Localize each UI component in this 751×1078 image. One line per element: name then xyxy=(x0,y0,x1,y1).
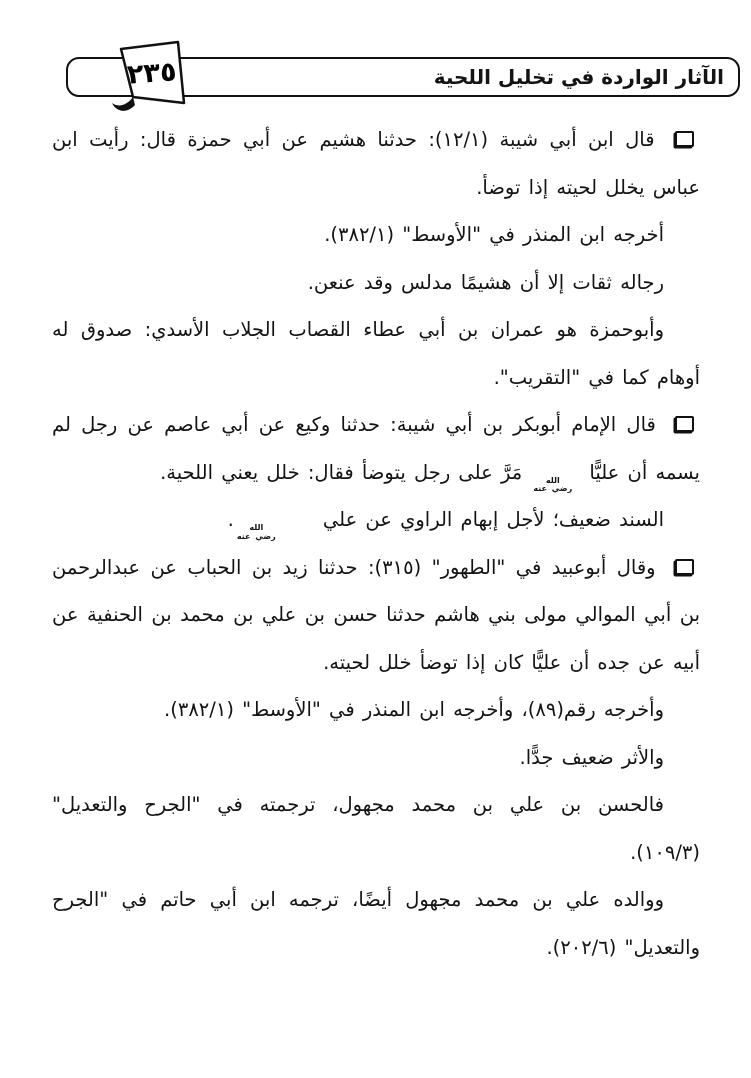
paragraph-text: فالحسن بن علي بن محمد مجهول، ترجمته في "الجرح والتعديل" (١٠٩/٣). xyxy=(52,793,700,864)
paragraph xyxy=(52,306,700,401)
paragraph xyxy=(52,116,700,211)
radiallahu-anhu-icon xyxy=(237,523,312,543)
paragraph-text: قال ابن أبي شيبة (١٢/١): حدثنا هشيم عن أبي حمزة قال: رأيت ابن عباس يخلل لحيته إذا توضأ. xyxy=(52,128,700,199)
paragraph-text: السند ضعيف؛ لأجل إبهام الراوي عن علي xyxy=(314,508,664,531)
paragraph-text: وأخرجه رقم(٨٩)، وأخرجه ابن المنذر في "الأوسط" (٣٨٢/١). xyxy=(164,698,664,721)
paragraph-text: وقال أبوعبيد في "الطهور" (٣١٥): حدثنا زيد بن الحباب عن عبدالرحمن بن أبي الموالي مولى بني هاشم حدثنا حسن بن علي بن محمد بن الحنفية عن أبيه عن جده أن عليًّا كان إذا توضأ خلل لحيته. xyxy=(52,555,700,674)
paragraph xyxy=(52,876,700,971)
paragraph-text: أخرجه ابن المنذر في "الأوسط" (٣٨٢/١). xyxy=(324,223,664,246)
page-number: ٢٣٥ xyxy=(126,56,178,91)
paragraph xyxy=(52,259,700,307)
honorific-top: الله xyxy=(249,523,264,532)
paragraph xyxy=(52,401,700,496)
paragraph xyxy=(52,496,700,544)
paragraph-text: وأبوحمزة هو عمران بن أبي عطاء القصاب الجلاب الأسدي: صدوق له أوهام كما في "التقريب". xyxy=(52,318,700,389)
paragraph xyxy=(52,781,700,876)
paragraph-text: . xyxy=(227,508,234,531)
square-bullet-icon xyxy=(675,559,694,575)
honorific-bottom: رضي عنه xyxy=(236,531,276,541)
square-bullet-icon xyxy=(675,131,694,147)
paragraph xyxy=(52,734,700,782)
paragraph xyxy=(52,211,700,259)
paragraph-text: والأثر ضعيف جدًّا. xyxy=(519,745,664,769)
square-bullet-icon xyxy=(675,416,694,432)
paragraph-text: رجاله ثقات إلا أن هشيمًا مدلس وقد عنعن. xyxy=(307,270,664,294)
page-body xyxy=(52,116,700,971)
honorific-bottom: رضي عنه xyxy=(533,484,573,493)
paragraph xyxy=(52,544,700,687)
paragraph-text: مَرَّ على رجل يتوضأ فقال: خلل يعني اللحية. xyxy=(160,460,531,484)
page-header xyxy=(66,57,740,97)
page-number-badge xyxy=(106,40,194,116)
paragraph-text: قال الإمام أبوبكر بن أبي شيبة: حدثنا وكيع عن أبي عاصم عن رجل لم يسمه أن عليًّا xyxy=(52,413,700,484)
radiallahu-anhu-icon xyxy=(533,475,578,495)
honorific-top: الله xyxy=(545,475,560,485)
page-curl-fold-icon xyxy=(112,97,135,111)
page-title: الآثار الواردة في تخليل اللحية xyxy=(433,65,724,89)
paragraph-text: ووالده علي بن محمد مجهول أيضًا، ترجمه ابن أبي حاتم في "الجرح والتعديل" (٢٠٢/٦). xyxy=(52,888,700,959)
paragraph xyxy=(52,686,700,734)
